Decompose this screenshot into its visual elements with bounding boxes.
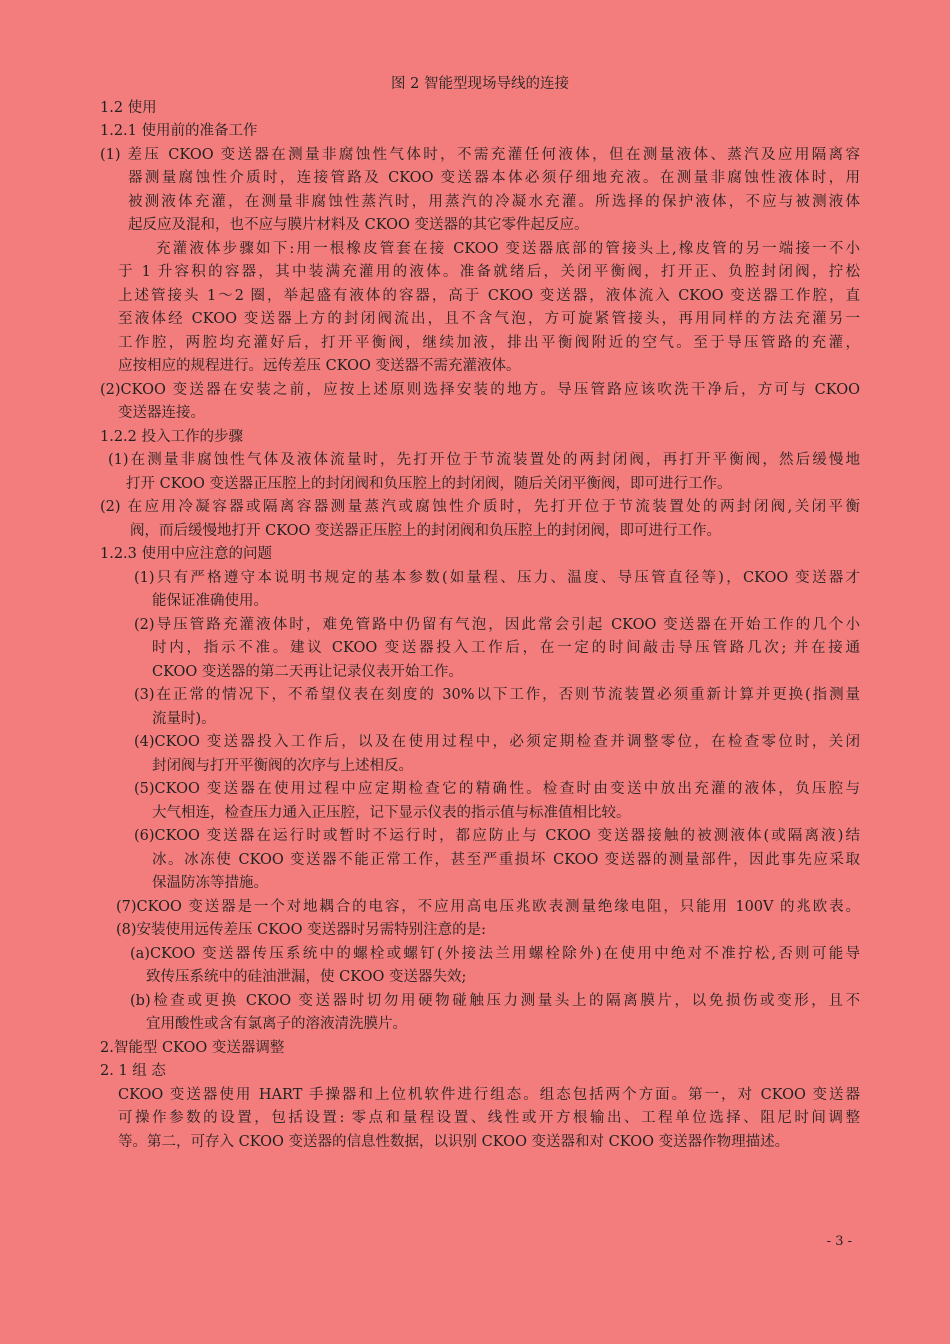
paragraph-line: 等。第二，可存入 CKOO 变送器的信息性数据，以识别 CKOO 变送器和对 CKOO 变送器作物理描述。 bbox=[118, 1133, 790, 1150]
note-line: (8)安装使用远传差压 CKOO 变送器时另需特别注意的是: bbox=[116, 922, 486, 938]
note-line: (1)只有严格遵守本说明书规定的基本参数(如量程、压力、温度、导压管直径等)，CKOO 变送器才 bbox=[134, 569, 860, 586]
paragraph-line: 至液体经 CKOO 变送器上方的封闭阀流出，且不含气泡，方可旋紧管接头，再用同样的方法充灌另一 bbox=[118, 311, 860, 327]
note-line: (b)检查或更换 CKOO 变送器时切勿用硬物碰触压力测量头上的隔离膜片，以免损伤或变形，且不 bbox=[130, 992, 860, 1009]
figure-caption: 图 2 智能型现场导线的连接 bbox=[391, 76, 569, 92]
note-line: (4)CKOO 变送器投入工作后，以及在使用过程中，必须定期检查并调整零位，在检查零位时，关闭 bbox=[134, 734, 860, 750]
note-line: 能保证准确使用。 bbox=[152, 593, 268, 609]
note-line: 封闭阀与打开平衡阀的次序与上述相反。 bbox=[152, 757, 413, 774]
note-line: 时内，指示不准。建议 CKOO 变送器投入工作后，在一定的时间敲击导压管路几次; 并在接通 bbox=[152, 640, 860, 656]
note-line: 保温防冻等措施。 bbox=[152, 875, 268, 891]
note-line: (3)在正常的情况下，不希望仪表在刻度的 30%以下工作，否则节流装置必须重新计算并更换(指测量 bbox=[134, 687, 860, 703]
paragraph-line: 起反应及混和，也不应与膜片材料及 CKOO 变送器的其它零件起反应。 bbox=[128, 217, 589, 233]
paragraph-line: 应按相应的规程进行。远传差压 CKOO 变送器不需充灌液体。 bbox=[118, 358, 521, 374]
note-line: CKOO 变送器的第二天再让记录仪表开始工作。 bbox=[152, 663, 463, 680]
paragraph-line: 充灌液体步骤如下:用一根橡皮管套在接 CKOO 变送器底部的管接头上,橡皮管的另一端接一不小 bbox=[156, 240, 860, 257]
section-heading-1-2-2: 1.2.2 投入工作的步骤 bbox=[100, 428, 244, 445]
note-line: (a)CKOO 变送器传压系统中的螺栓或螺钉(外接法兰用螺栓除外)在使用中绝对不准拧松,否则可能导 bbox=[130, 945, 860, 962]
paragraph-line: 上述管接头 1～2 圈，举起盛有液体的容器，高于 CKOO 变送器，液体流入 CKOO 变送器工作腔，直 bbox=[118, 287, 860, 304]
paragraph-line: 变送器连接。 bbox=[118, 405, 205, 421]
paragraph-line: 工作腔，两腔均充灌好后，打开平衡阀，继续加液，排出平衡阀附近的空气。至于导压管路的充灌， bbox=[118, 334, 860, 351]
paragraph-line: 打开 CKOO 变送器正压腔上的封闭阀和负压腔上的封闭阀，随后关闭平衡阀，即可进行工作。 bbox=[126, 475, 732, 492]
section-heading-1-2: 1.2 使用 bbox=[100, 99, 157, 116]
section-heading-1-2-1: 1.2.1 使用前的准备工作 bbox=[100, 123, 258, 139]
note-line: (7)CKOO 变送器是一个对地耦合的电容，不应用高电压兆欧表测量绝缘电阻，只能用 100V 的兆欧表。 bbox=[116, 898, 860, 915]
paragraph-line: 器测量腐蚀性介质时，连接管路及 CKOO 变送器本体必须仔细地充液。在测量非腐蚀性液体时，用 bbox=[128, 170, 860, 186]
note-line: (2)导压管路充灌液体时，难免管路中仍留有气泡，因此常会引起 CKOO 变送器在开始工作的几个小 bbox=[134, 616, 860, 633]
section-heading-2-1: 2. 1 组 态 bbox=[100, 1063, 166, 1079]
paragraph-line: 被测液体充灌，在测量非腐蚀性蒸汽时，用蒸汽的冷凝水充灌。所选择的保护液体，不应与被测液体 bbox=[128, 193, 860, 210]
paragraph-line: (1)在测量非腐蚀性气体及液体流量时，先打开位于节流装置处的两封闭阀，再打开平衡阀，然后缓慢地 bbox=[108, 452, 860, 468]
note-line: 致传压系统中的硅油泄漏，使 CKOO 变送器失效; bbox=[146, 969, 467, 985]
document-body bbox=[100, 73, 860, 1154]
paragraph-line: CKOO 变送器使用 HART 手操器和上位机软件进行组态。组态包括两个方面。第一，对 CKOO 变送器 bbox=[118, 1086, 860, 1103]
paragraph-line: (2) 在应用冷凝容器或隔离容器测量蒸汽或腐蚀性介质时，先打开位于节流装置处的两封闭阀,关闭平衡 bbox=[100, 499, 860, 515]
note-line: (5)CKOO 变送器在使用过程中应定期检查它的精确性。检查时由变送中放出充灌的液体，负压腔与 bbox=[134, 781, 860, 797]
note-line: 大气相连，检查压力通入正压腔，记下显示仪表的指示值与标准值相比较。 bbox=[152, 804, 631, 821]
note-line: 流量时)。 bbox=[152, 710, 216, 727]
paragraph-line: 可操作参数的设置，包括设置: 零点和量程设置、线性或开方根输出、工程单位选择、阻尼时间调整 bbox=[118, 1110, 860, 1126]
section-heading-1-2-3: 1.2.3 使用中应注意的问题 bbox=[100, 546, 273, 562]
paragraph-line: 于 1 升容积的容器，其中装满充灌用的液体。准备就绪后，关闭平衡阀，打开正、负腔封闭阀，拧松 bbox=[118, 264, 860, 280]
section-heading-2: 2.智能型 CKOO 变送器调整 bbox=[100, 1039, 285, 1056]
note-line: 冰。冰冻使 CKOO 变送器不能正常工作，甚至严重损坏 CKOO 变送器的测量部件，因此事先应采取 bbox=[152, 851, 860, 868]
note-line: 宜用酸性或含有氯离子的溶液清洗膜片。 bbox=[146, 1016, 407, 1032]
paragraph-line: (1) 差压 CKOO 变送器在测量非腐蚀性气体时，不需充灌任何液体，但在测量液体、蒸汽及应用隔离容 bbox=[100, 146, 860, 163]
page-number: - 3 - bbox=[826, 1234, 852, 1249]
note-line: (6)CKOO 变送器在运行时或暂时不运行时，都应防止与 CKOO 变送器接触的被测液体(或隔离液)结 bbox=[134, 828, 860, 844]
figure-caption-row bbox=[100, 73, 860, 97]
paragraph-line: (2)CKOO 变送器在安装之前，应按上述原则选择安装的地方。导压管路应该吹洗干净后，方可与 CKOO bbox=[100, 381, 860, 398]
paragraph-line: 阀，而后缓慢地打开 CKOO 变送器正压腔上的封闭阀和负压腔上的封闭阀，即可进行工作。 bbox=[130, 522, 722, 539]
